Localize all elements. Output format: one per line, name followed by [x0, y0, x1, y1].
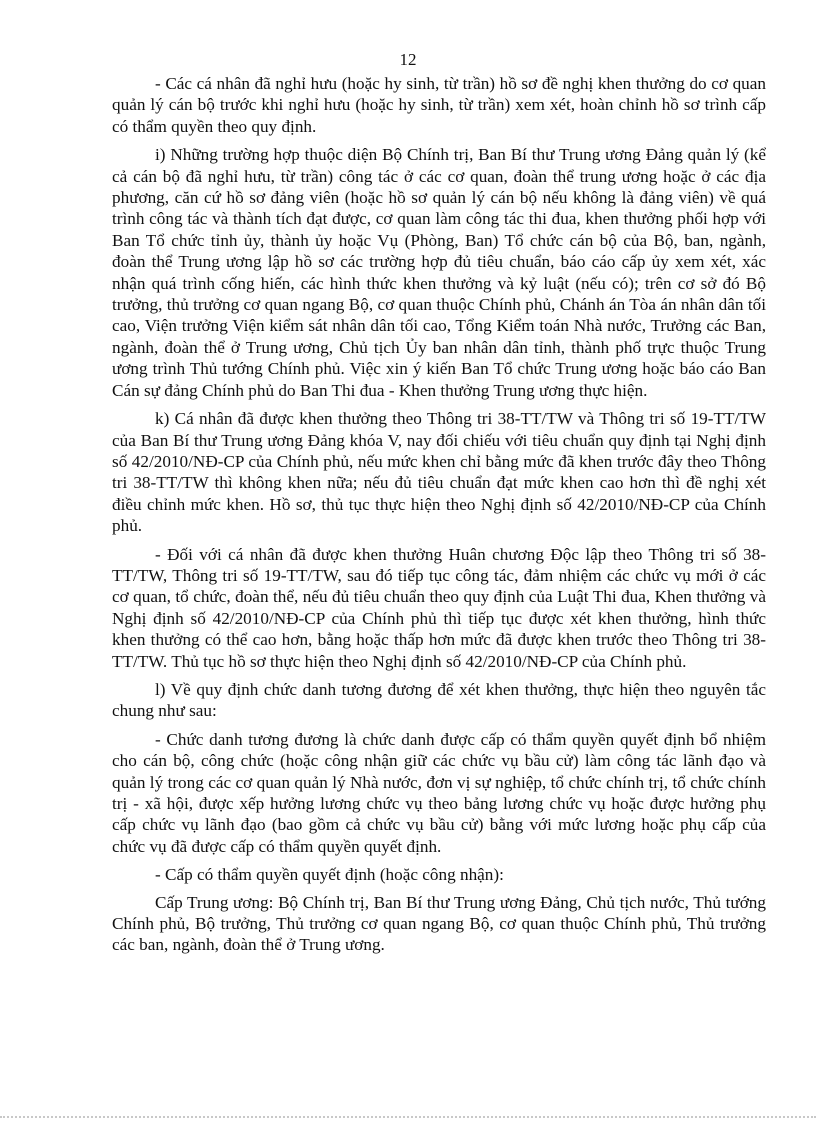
page-body: [112, 73, 766, 963]
paragraph-item-k: k) Cá nhân đã được khen thưởng theo Thông tri 38-TT/TW và Thông tri số 19-TT/TW của Ban Bí thư Trung ương Đảng khóa V, nay đối chiếu với tiêu chuẩn quy định tại Nghị định số 42/2010/NĐ-CP của Chính phủ, nếu mức khen chỉ bằng mức đã khen trước đây theo Thông tri 38-TT/TW thì không khen nữa; nếu đủ tiêu chuẩn đạt mức khen cao hơn thì đề nghị xét điều chỉnh mức khen. Hồ sơ, thủ tục thực hiện theo Nghị định số 42/2010/NĐ-CP của Chính phủ.: [112, 409, 766, 536]
paragraph-independence-order: - Đối với cá nhân đã được khen thưởng Huân chương Độc lập theo Thông tri số 38-TT/TW, Thông tri số 19-TT/TW, sau đó tiếp tục công tác, đảm nhiệm các chức vụ mới ở các cơ quan, tổ chức, đoàn thể, nếu đủ tiêu chuẩn theo quy định của Luật Thi đua, Khen thưởng và Nghị định số 42/2010/NĐ-CP của Chính phủ thì tiếp tục được xét khen thưởng, hình thức khen thưởng có thể cao hơn, bằng hoặc thấp hơn mức đã được khen trước theo Thông tri 38-TT/TW. Thủ tục hồ sơ thực hiện theo Nghị định số 42/2010/NĐ-CP của Chính phủ.: [112, 544, 766, 671]
paragraph-central-level: Cấp Trung ương: Bộ Chính trị, Ban Bí thư Trung ương Đảng, Chủ tịch nước, Thủ tướng Chính phủ, Bộ trưởng, Thủ trưởng cơ quan ngang Bộ, cơ quan thuộc Chính phủ, Thủ trưởng các ban, ngành, đoàn thể ở Trung ương.: [112, 892, 766, 955]
page-bottom-divider: [0, 1116, 816, 1118]
paragraph-retired-individuals: - Các cá nhân đã nghỉ hưu (hoặc hy sinh, từ trần) hồ sơ đề nghị khen thưởng do cơ quan quản lý cán bộ trước khi nghỉ hưu (hoặc hy sinh, từ trần) xem xét, hoàn chỉnh hồ sơ trình cấp có thẩm quyền theo quy định.: [112, 74, 766, 136]
paragraph-equivalent-title: - Chức danh tương đương là chức danh được cấp có thẩm quyền quyết định bổ nhiệm cho cán bộ, công chức (hoặc công nhận giữ các chức vụ bầu cử) làm công tác lãnh đạo và quản lý trong các cơ quan quản lý Nhà nước, đơn vị sự nghiệp, tổ chức chính trị, tổ chức chính trị - xã hội, được xếp hưởng lương chức vụ theo bảng lương chức vụ hoặc được hưởng phụ cấp chức vụ lãnh đạo (bao gồm cả chức vụ bầu cử) bằng với mức lương hoặc phụ cấp của chức vụ đã được cấp có thẩm quyền quyết định.: [112, 729, 766, 856]
paragraph-item-i: i) Những trường hợp thuộc diện Bộ Chính trị, Ban Bí thư Trung ương Đảng quản lý (kể cả cán bộ đã nghỉ hưu, từ trần) công tác ở các cơ quan, đoàn thể trung ương hoặc ở các địa phương, căn cứ hồ sơ đảng viên (hoặc hồ sơ quản lý cán bộ nếu không là đảng viên) về quá trình công tác và thành tích đạt được, cơ quan làm công tác thi đua, khen thưởng phối hợp với Ban Tổ chức tỉnh ủy, thành ủy hoặc Vụ (Phòng, Ban) Tổ chức cán bộ của Bộ, ban, ngành, đoàn thể Trung ương lập hồ sơ các trường hợp đủ tiêu chuẩn, báo cáo cấp ủy xem xét, xác nhận quá trình cống hiến, các hình thức khen thưởng và kỷ luật (nếu có); trên cơ sở đó Bộ trưởng, thủ trưởng cơ quan ngang Bộ, cơ quan thuộc Chính phủ, Chánh án Tòa án nhân dân tối cao, Viện trưởng Viện kiểm sát nhân dân tối cao, Tổng Kiểm toán Nhà nước, Trưởng các Ban, ngành, đoàn thể ở Trung ương, Chủ tịch Ủy ban nhân dân tỉnh, thành phố trực thuộc Trung ương trình Thủ tướng Chính phủ. Việc xin ý kiến Ban Tổ chức Trung ương hoặc báo cáo Ban Cán sự đảng Chính phủ do Ban Thi đua - Khen thưởng Trung ương thực hiện.: [112, 145, 766, 400]
page-number: 12: [399, 50, 417, 69]
paragraph-item-l: l) Về quy định chức danh tương đương để xét khen thưởng, thực hiện theo nguyên tắc chung như sau:: [112, 679, 766, 721]
paragraph-competent-authority: - Cấp có thẩm quyền quyết định (hoặc công nhận):: [155, 865, 504, 885]
